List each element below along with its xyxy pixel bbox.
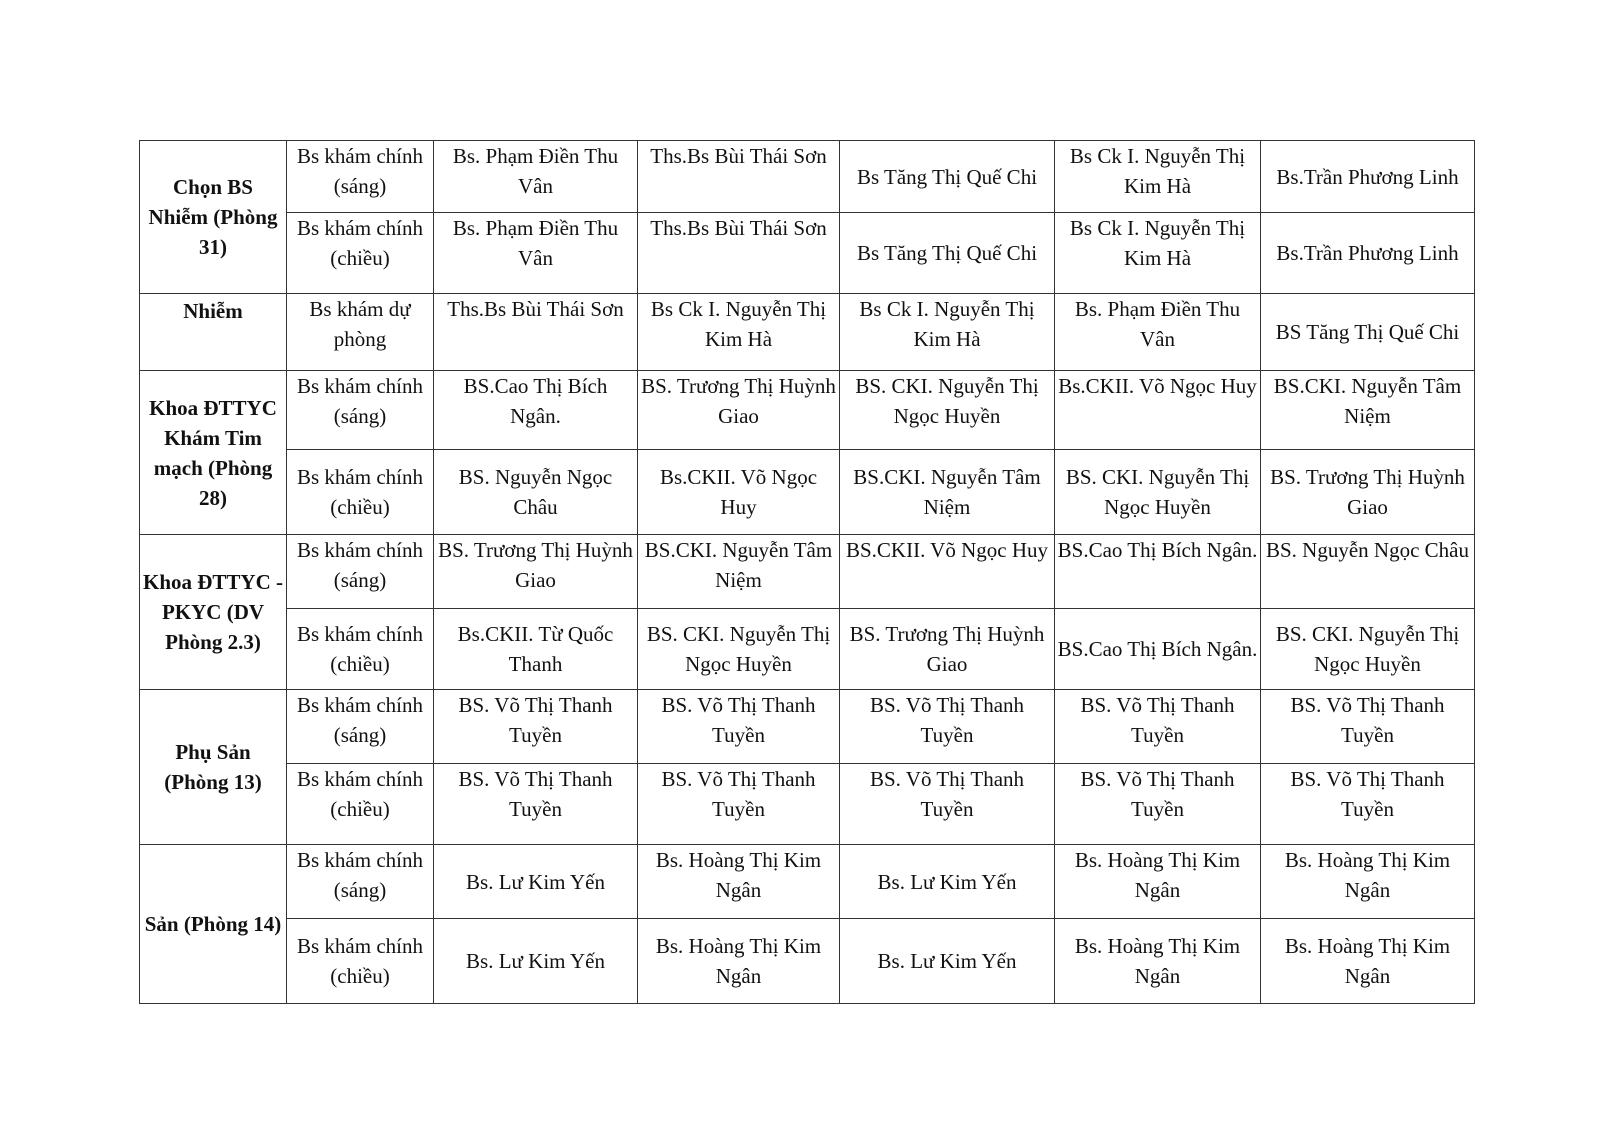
role-cell: Bs khám chính (chiều)	[287, 919, 434, 1004]
doctor-cell: Bs. Hoàng Thị Kim Ngân	[1055, 845, 1261, 919]
doctor-cell: BS.CKI. Nguyễn Tâm Niệm	[840, 450, 1055, 535]
role-cell: Bs khám chính (chiều)	[287, 764, 434, 845]
role-cell: Bs khám chính (chiều)	[287, 213, 434, 294]
doctor-cell: BS. CKI. Nguyễn Thị Ngọc Huyền	[1055, 450, 1261, 535]
doctor-cell: BS. Nguyễn Ngọc Châu	[1261, 535, 1475, 609]
table-row	[140, 764, 1475, 845]
doctor-cell: Ths.Bs Bùi Thái Sơn	[434, 294, 638, 371]
department-cell: Phụ Sản (Phòng 13)	[140, 690, 287, 845]
doctor-cell: Bs Tăng Thị Quế Chi	[840, 213, 1055, 294]
role-cell: Bs khám chính (sáng)	[287, 141, 434, 213]
doctor-cell: Bs. Hoàng Thị Kim Ngân	[1261, 919, 1475, 1004]
doctor-schedule-table	[139, 140, 1475, 1004]
doctor-cell: Bs Ck I. Nguyễn Thị Kim Hà	[1055, 141, 1261, 213]
doctor-cell: Bs Ck I. Nguyễn Thị Kim Hà	[1055, 213, 1261, 294]
doctor-cell: BS. CKI. Nguyễn Thị Ngọc Huyền	[840, 371, 1055, 450]
doctor-cell: BS. Trương Thị Huỳnh Giao	[840, 609, 1055, 690]
doctor-cell: BS. CKI. Nguyễn Thị Ngọc Huyền	[638, 609, 840, 690]
role-cell: Bs khám dự phòng	[287, 294, 434, 371]
role-cell: Bs khám chính (chiều)	[287, 450, 434, 535]
department-cell: Khoa ĐTTYC Khám Tim mạch (Phòng 28)	[140, 371, 287, 535]
doctor-cell: BS. Trương Thị Huỳnh Giao	[1261, 450, 1475, 535]
doctor-cell: Bs Tăng Thị Quế Chi	[840, 141, 1055, 213]
doctor-cell: Bs. Phạm Điền Thu Vân	[434, 141, 638, 213]
role-cell: Bs khám chính (chiều)	[287, 609, 434, 690]
role-cell: Bs khám chính (sáng)	[287, 535, 434, 609]
doctor-cell: Bs.Trần Phương Linh	[1261, 213, 1475, 294]
table-row	[140, 690, 1475, 764]
doctor-cell: BS.Cao Thị Bích Ngân.	[1055, 535, 1261, 609]
doctor-cell: Bs.CKII. Từ Quốc Thanh	[434, 609, 638, 690]
doctor-cell: Bs.CKII. Võ Ngọc Huy	[638, 450, 840, 535]
table-row	[140, 919, 1475, 1004]
table-row	[140, 609, 1475, 690]
doctor-cell: Ths.Bs Bùi Thái Sơn	[638, 141, 840, 213]
department-cell: Nhiễm	[140, 294, 287, 371]
doctor-cell: BS Tăng Thị Quế Chi	[1261, 294, 1475, 371]
role-cell: Bs khám chính (sáng)	[287, 845, 434, 919]
department-cell: Sản (Phòng 14)	[140, 845, 287, 1004]
doctor-cell: Bs Ck I. Nguyễn Thị Kim Hà	[840, 294, 1055, 371]
doctor-cell: BS. Võ Thị Thanh Tuyền	[840, 764, 1055, 845]
role-cell: Bs khám chính (sáng)	[287, 371, 434, 450]
doctor-cell: BS. Võ Thị Thanh Tuyền	[434, 690, 638, 764]
table-row	[140, 213, 1475, 294]
doctor-cell: BS.CKI. Nguyễn Tâm Niệm	[1261, 371, 1475, 450]
doctor-cell: BS. Võ Thị Thanh Tuyền	[840, 690, 1055, 764]
doctor-cell: BS. CKI. Nguyễn Thị Ngọc Huyền	[1261, 609, 1475, 690]
doctor-cell: BS. Võ Thị Thanh Tuyền	[434, 764, 638, 845]
doctor-cell: Bs. Hoàng Thị Kim Ngân	[1055, 919, 1261, 1004]
doctor-cell: Bs. Hoàng Thị Kim Ngân	[638, 919, 840, 1004]
doctor-cell: BS. Trương Thị Huỳnh Giao	[638, 371, 840, 450]
doctor-cell: BS. Võ Thị Thanh Tuyền	[638, 764, 840, 845]
doctor-cell: Bs. Hoàng Thị Kim Ngân	[1261, 845, 1475, 919]
doctor-cell: Bs.CKII. Võ Ngọc Huy	[1055, 371, 1261, 450]
department-cell: Khoa ĐTTYC - PKYC (DV Phòng 2.3)	[140, 535, 287, 690]
doctor-cell: BS. Trương Thị Huỳnh Giao	[434, 535, 638, 609]
doctor-cell: BS.CKI. Nguyễn Tâm Niệm	[638, 535, 840, 609]
doctor-cell: BS. Võ Thị Thanh Tuyền	[1055, 764, 1261, 845]
doctor-cell: BS. Võ Thị Thanh Tuyền	[638, 690, 840, 764]
doctor-cell: Bs. Hoàng Thị Kim Ngân	[638, 845, 840, 919]
doctor-cell: BS.Cao Thị Bích Ngân.	[434, 371, 638, 450]
doctor-cell: BS. Võ Thị Thanh Tuyền	[1261, 690, 1475, 764]
doctor-cell: Bs.Trần Phương Linh	[1261, 141, 1475, 213]
table-row	[140, 450, 1475, 535]
doctor-cell: BS. Võ Thị Thanh Tuyền	[1261, 764, 1475, 845]
table-row	[140, 535, 1475, 609]
doctor-cell: Bs Ck I. Nguyễn Thị Kim Hà	[638, 294, 840, 371]
table-row	[140, 845, 1475, 919]
doctor-cell: BS.Cao Thị Bích Ngân.	[1055, 609, 1261, 690]
table-row	[140, 141, 1475, 213]
doctor-cell: BS. Võ Thị Thanh Tuyền	[1055, 690, 1261, 764]
doctor-cell: Bs. Phạm Điền Thu Vân	[1055, 294, 1261, 371]
doctor-cell: Bs. Lư Kim Yến	[434, 919, 638, 1004]
doctor-cell: Bs. Lư Kim Yến	[840, 845, 1055, 919]
table-row	[140, 371, 1475, 450]
doctor-cell: Bs. Lư Kim Yến	[840, 919, 1055, 1004]
doctor-cell: Bs. Phạm Điền Thu Vân	[434, 213, 638, 294]
doctor-cell: BS.CKII. Võ Ngọc Huy	[840, 535, 1055, 609]
table-row	[140, 294, 1475, 371]
doctor-cell: BS. Nguyễn Ngọc Châu	[434, 450, 638, 535]
department-cell: Chọn BS Nhiễm (Phòng 31)	[140, 141, 287, 294]
role-cell: Bs khám chính (sáng)	[287, 690, 434, 764]
doctor-cell: Ths.Bs Bùi Thái Sơn	[638, 213, 840, 294]
doctor-cell: Bs. Lư Kim Yến	[434, 845, 638, 919]
